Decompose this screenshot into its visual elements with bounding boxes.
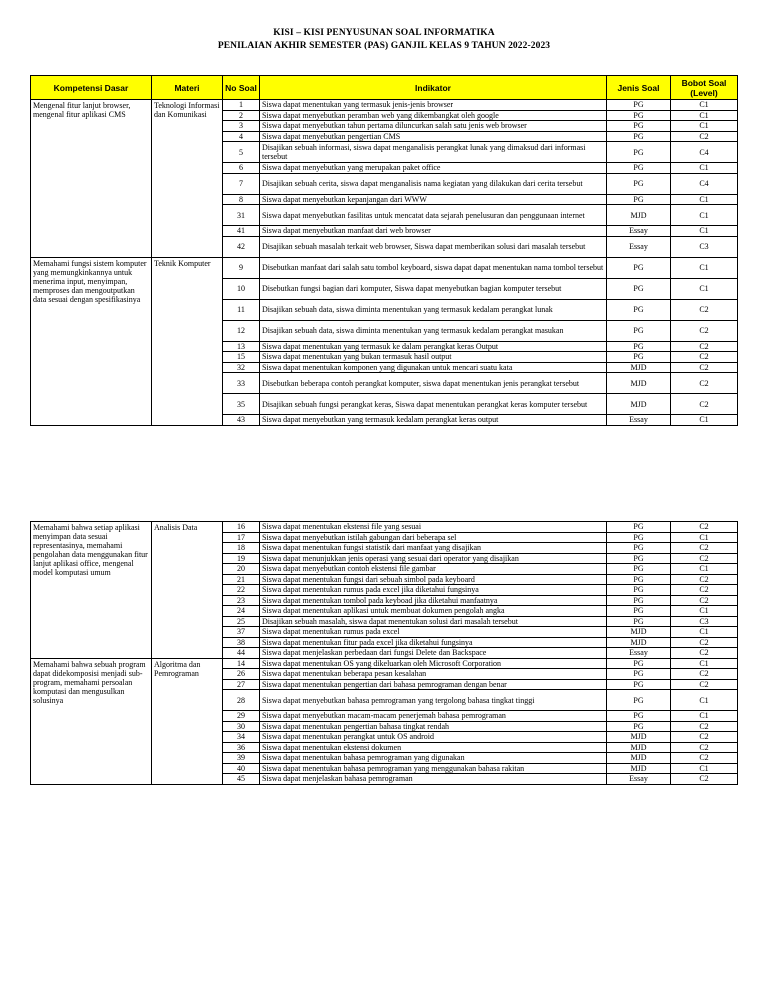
indikator-cell: Disebutkan beberapa contoh perangkat komputer, siswa dapat menentukan jenis perangkat tersebut	[260, 373, 607, 394]
bobot-soal-cell: C1	[671, 627, 738, 638]
jenis-soal-cell: PG	[607, 299, 671, 320]
jenis-soal-cell: PG	[607, 585, 671, 596]
header-kompetensi: Kompetensi Dasar	[31, 76, 152, 100]
bobot-soal-cell: C2	[671, 320, 738, 341]
no-soal-cell: 30	[223, 721, 260, 732]
jenis-soal-cell: PG	[607, 606, 671, 617]
indikator-cell: Siswa dapat menjelaskan bahasa pemrograman	[260, 774, 607, 785]
kisi-table-page2	[30, 521, 738, 785]
indikator-cell: Siswa dapat menyebutkan yang termasuk kedalam perangkat keras output	[260, 415, 607, 426]
jenis-soal-cell: PG	[607, 616, 671, 627]
jenis-soal-cell: PG	[607, 522, 671, 533]
indikator-cell: Siswa dapat menyebutkan macam-macam penerjemah bahasa pemrograman	[260, 711, 607, 722]
bobot-soal-cell: C2	[671, 679, 738, 690]
jenis-soal-cell: PG	[607, 100, 671, 111]
indikator-cell: Siswa dapat menentukan pengertian bahasa tingkat rendah	[260, 721, 607, 732]
indikator-cell: Siswa dapat menentukan beberapa pesan kesalahan	[260, 669, 607, 680]
indikator-cell: Disajikan sebuah informasi, siswa dapat menganalisis perangkat lunak yang dimaksud dari informasi tersebut	[260, 142, 607, 163]
no-soal-cell: 4	[223, 131, 260, 142]
bobot-soal-cell: C2	[671, 585, 738, 596]
bobot-soal-cell: C1	[671, 711, 738, 722]
jenis-soal-cell: PG	[607, 532, 671, 543]
no-soal-cell: 24	[223, 606, 260, 617]
doc-title-line2: PENILAIAN AKHIR SEMESTER (PAS) GANJIL KELAS 9 TAHUN 2022-2023	[217, 41, 551, 51]
indikator-cell: Siswa dapat menentukan perangkat untuk OS android	[260, 732, 607, 743]
bobot-soal-cell: C2	[671, 131, 738, 142]
jenis-soal-cell: MJD	[607, 627, 671, 638]
jenis-soal-cell: MJD	[607, 362, 671, 373]
jenis-soal-cell: MJD	[607, 205, 671, 226]
indikator-cell: Siswa dapat menentukan fungsi statistik dari manfaat yang disajikan	[260, 543, 607, 554]
table-header-row	[31, 76, 738, 100]
header-bobot-soal: Bobot Soal (Level)	[671, 76, 738, 100]
no-soal-cell: 20	[223, 564, 260, 575]
indikator-cell: Siswa dapat menentukan ekstensi file yang sesuai	[260, 522, 607, 533]
bobot-soal-cell: C4	[671, 173, 738, 194]
bobot-soal-cell: C2	[671, 522, 738, 533]
materi-cell: Algoritma dan Pemrograman	[152, 658, 223, 784]
indikator-cell: Siswa dapat menyebutkan manfaat dari web browser	[260, 226, 607, 237]
no-soal-cell: 19	[223, 553, 260, 564]
jenis-soal-cell: Essay	[607, 774, 671, 785]
jenis-soal-cell: PG	[607, 320, 671, 341]
table-row	[31, 522, 738, 533]
bobot-soal-cell: C2	[671, 394, 738, 415]
bobot-soal-cell: C1	[671, 606, 738, 617]
no-soal-cell: 9	[223, 257, 260, 278]
kompetensi-dasar-cell: Mengenal fitur lanjut browser, mengenal fitur aplikasi CMS	[31, 100, 152, 258]
bobot-soal-cell: C2	[671, 574, 738, 585]
no-soal-cell: 34	[223, 732, 260, 743]
no-soal-cell: 31	[223, 205, 260, 226]
indikator-cell: Siswa dapat menyebutkan fasilitas untuk mencatat data sejarah penelusuran dan penggunaan internet	[260, 205, 607, 226]
no-soal-cell: 28	[223, 690, 260, 711]
bobot-soal-cell: C2	[671, 543, 738, 554]
no-soal-cell: 45	[223, 774, 260, 785]
bobot-soal-cell: C3	[671, 616, 738, 627]
no-soal-cell: 18	[223, 543, 260, 554]
bobot-soal-cell: C1	[671, 226, 738, 237]
bobot-soal-cell: C2	[671, 595, 738, 606]
indikator-cell: Siswa dapat menentukan bahasa pemrograman yang menggunakan bahasa rakitan	[260, 763, 607, 774]
bobot-soal-cell: C2	[671, 341, 738, 352]
jenis-soal-cell: PG	[607, 352, 671, 363]
jenis-soal-cell: PG	[607, 163, 671, 174]
kompetensi-dasar-cell: Memahami bahwa sebuah program dapat didekomposisi menjadi sub-program, memahami persoalan komputasi dan mengusulkan solusinya	[31, 658, 152, 784]
indikator-cell: Siswa dapat menentukan bahasa pemrograman yang digunakan	[260, 753, 607, 764]
jenis-soal-cell: MJD	[607, 373, 671, 394]
indikator-cell: Siswa dapat menentukan aplikasi untuk membuat dokumen pengolah angka	[260, 606, 607, 617]
bobot-soal-cell: C1	[671, 100, 738, 111]
indikator-cell: Disajikan sebuah fungsi perangkat keras, Siswa dapat menentukan perangkat keras komputer tersebut	[260, 394, 607, 415]
no-soal-cell: 23	[223, 595, 260, 606]
no-soal-cell: 32	[223, 362, 260, 373]
bobot-soal-cell: C1	[671, 205, 738, 226]
indikator-cell: Disebutkan manfaat dari salah satu tombol keyboard, siswa dapat dapat menentukan nama tombol tersebut	[260, 257, 607, 278]
jenis-soal-cell: PG	[607, 690, 671, 711]
indikator-cell: Siswa dapat menentukan pengertian dari bahasa pemrograman dengan benar	[260, 679, 607, 690]
table-row	[31, 658, 738, 669]
kompetensi-dasar-cell: Memahami bahwa setiap aplikasi menyimpan data sesuai representasinya, memahami pengolahan data menggunakan fitur lanjut aplikasi office, mengenal model komputasi umum	[31, 522, 152, 659]
bobot-soal-cell: C2	[671, 732, 738, 743]
bobot-soal-cell: C1	[671, 110, 738, 121]
bobot-soal-cell: C1	[671, 690, 738, 711]
no-soal-cell: 12	[223, 320, 260, 341]
materi-cell: Teknik Komputer	[152, 257, 223, 425]
no-soal-cell: 11	[223, 299, 260, 320]
jenis-soal-cell: MJD	[607, 732, 671, 743]
jenis-soal-cell: PG	[607, 257, 671, 278]
no-soal-cell: 33	[223, 373, 260, 394]
indikator-cell: Siswa dapat menyebutkan istilah gabungan dari beberapa sel	[260, 532, 607, 543]
bobot-soal-cell: C1	[671, 194, 738, 205]
jenis-soal-cell: PG	[607, 711, 671, 722]
bobot-soal-cell: C2	[671, 373, 738, 394]
no-soal-cell: 13	[223, 341, 260, 352]
jenis-soal-cell: MJD	[607, 394, 671, 415]
indikator-cell: Siswa dapat menyebutkan yang merupakan paket office	[260, 163, 607, 174]
no-soal-cell: 41	[223, 226, 260, 237]
no-soal-cell: 37	[223, 627, 260, 638]
bobot-soal-cell: C2	[671, 553, 738, 564]
jenis-soal-cell: PG	[607, 142, 671, 163]
jenis-soal-cell: PG	[607, 564, 671, 575]
indikator-cell: Siswa dapat menentukan yang bukan termasuk hasil output	[260, 352, 607, 363]
bobot-soal-cell: C2	[671, 648, 738, 659]
jenis-soal-cell: PG	[607, 194, 671, 205]
bobot-soal-cell: C1	[671, 532, 738, 543]
jenis-soal-cell: PG	[607, 669, 671, 680]
indikator-cell: Siswa dapat menentukan ekstensi dokumen	[260, 742, 607, 753]
jenis-soal-cell: PG	[607, 553, 671, 564]
bobot-soal-cell: C2	[671, 774, 738, 785]
bobot-soal-cell: C1	[671, 658, 738, 669]
indikator-cell: Siswa dapat menyebutkan peramban web yang dikembangkat oleh google	[260, 110, 607, 121]
indikator-cell: Disebutkan fungsi bagian dari komputer, Siswa dapat menyebutkan bagian komputer tersebut	[260, 278, 607, 299]
jenis-soal-cell: MJD	[607, 763, 671, 774]
indikator-cell: Siswa dapat menentukan tombol pada keyboad jika diketahui manfaatnya	[260, 595, 607, 606]
bobot-soal-cell: C2	[671, 753, 738, 764]
doc-title-line1: KISI – KISI PENYUSUNAN SOAL INFORMATIKA	[273, 28, 495, 38]
kompetensi-dasar-cell: Memahami fungsi sistem komputer yang memungkinkannya untuk menerima input, menyimpan, memproses dan mengoutputkan data sesuai dengan spesifikasinya	[31, 257, 152, 425]
no-soal-cell: 42	[223, 236, 260, 257]
table-row	[31, 257, 738, 278]
bobot-soal-cell: C2	[671, 721, 738, 732]
bobot-soal-cell: C3	[671, 236, 738, 257]
materi-cell: Analisis Data	[152, 522, 223, 659]
bobot-soal-cell: C2	[671, 669, 738, 680]
indikator-cell: Siswa dapat menyebutkan kepanjangan dari WWW	[260, 194, 607, 205]
bobot-soal-cell: C1	[671, 763, 738, 774]
jenis-soal-cell: PG	[607, 278, 671, 299]
indikator-cell: Siswa dapat menentukan komponen yang digunakan untuk mencari suatu kata	[260, 362, 607, 373]
no-soal-cell: 15	[223, 352, 260, 363]
no-soal-cell: 43	[223, 415, 260, 426]
jenis-soal-cell: PG	[607, 595, 671, 606]
indikator-cell: Siswa dapat menyebutkan tahun pertama diluncurkan salah satu jenis web browser	[260, 121, 607, 132]
no-soal-cell: 44	[223, 648, 260, 659]
no-soal-cell: 21	[223, 574, 260, 585]
no-soal-cell: 29	[223, 711, 260, 722]
bobot-soal-cell: C4	[671, 142, 738, 163]
no-soal-cell: 3	[223, 121, 260, 132]
no-soal-cell: 8	[223, 194, 260, 205]
no-soal-cell: 5	[223, 142, 260, 163]
bobot-soal-cell: C1	[671, 163, 738, 174]
jenis-soal-cell: PG	[607, 131, 671, 142]
indikator-cell: Siswa dapat menentukan rumus pada excel jika diketahui fungsinya	[260, 585, 607, 596]
jenis-soal-cell: PG	[607, 679, 671, 690]
bobot-soal-cell: C1	[671, 415, 738, 426]
jenis-soal-cell: Essay	[607, 415, 671, 426]
no-soal-cell: 6	[223, 163, 260, 174]
bobot-soal-cell: C2	[671, 299, 738, 320]
no-soal-cell: 7	[223, 173, 260, 194]
indikator-cell: Siswa dapat menyebutkan pengertian CMS	[260, 131, 607, 142]
header-no-soal: No Soal	[223, 76, 260, 100]
no-soal-cell: 16	[223, 522, 260, 533]
jenis-soal-cell: MJD	[607, 742, 671, 753]
jenis-soal-cell: MJD	[607, 753, 671, 764]
bobot-soal-cell: C1	[671, 564, 738, 575]
header-indikator: Indikator	[260, 76, 607, 100]
indikator-cell: Disajikan sebuah data, siswa diminta menentukan yang termasuk kedalam perangkat masukan	[260, 320, 607, 341]
indikator-cell: Disajikan sebuah cerita, siswa dapat menganalisis nama kegiatan yang dilakukan dari cerita tersebut	[260, 173, 607, 194]
indikator-cell: Siswa dapat menyebutkan bahasa pemrograman yang tergolong bahasa tingkat tinggi	[260, 690, 607, 711]
jenis-soal-cell: PG	[607, 658, 671, 669]
jenis-soal-cell: PG	[607, 341, 671, 352]
indikator-cell: Disajikan sebuah masalah terkait web browser, Siswa dapat memberikan solusi dari masalah tersebut	[260, 236, 607, 257]
no-soal-cell: 35	[223, 394, 260, 415]
jenis-soal-cell: PG	[607, 110, 671, 121]
indikator-cell: Siswa dapat menyebutkan contoh ekstensi file gambar	[260, 564, 607, 575]
no-soal-cell: 36	[223, 742, 260, 753]
header-materi: Materi	[152, 76, 223, 100]
kisi-table-page1	[30, 75, 738, 426]
no-soal-cell: 39	[223, 753, 260, 764]
no-soal-cell: 14	[223, 658, 260, 669]
bobot-soal-cell: C1	[671, 257, 738, 278]
bobot-soal-cell: C1	[671, 278, 738, 299]
indikator-cell: Siswa dapat menentukan OS yang dikeluarkan oleh Microsoft Corporation	[260, 658, 607, 669]
jenis-soal-cell: Essay	[607, 226, 671, 237]
bobot-soal-cell: C2	[671, 352, 738, 363]
no-soal-cell: 2	[223, 110, 260, 121]
header-jenis-soal: Jenis Soal	[607, 76, 671, 100]
indikator-cell: Disajikan sebuah data, siswa diminta menentukan yang termasuk kedalam perangkat lunak	[260, 299, 607, 320]
no-soal-cell: 25	[223, 616, 260, 627]
bobot-soal-cell: C2	[671, 637, 738, 648]
jenis-soal-cell: Essay	[607, 648, 671, 659]
indikator-cell: Siswa dapat menentukan rumus pada excel	[260, 627, 607, 638]
table1-body	[31, 100, 738, 426]
jenis-soal-cell: PG	[607, 574, 671, 585]
no-soal-cell: 27	[223, 679, 260, 690]
no-soal-cell: 22	[223, 585, 260, 596]
bobot-soal-cell: C2	[671, 362, 738, 373]
indikator-cell: Disajikan sebuah masalah, siswa dapat menentukan solusi dari masalah tersebut	[260, 616, 607, 627]
indikator-cell: Siswa dapat menentukan fungsi dari sebuah simbol pada keyboard	[260, 574, 607, 585]
indikator-cell: Siswa dapat menentukan yang termasuk jenis-jenis browser	[260, 100, 607, 111]
jenis-soal-cell: Essay	[607, 236, 671, 257]
bobot-soal-cell: C1	[671, 121, 738, 132]
jenis-soal-cell: MJD	[607, 637, 671, 648]
jenis-soal-cell: PG	[607, 543, 671, 554]
materi-cell: Teknologi Informasi dan Komunikasi	[152, 100, 223, 258]
table-row	[31, 100, 738, 111]
bobot-soal-cell: C2	[671, 742, 738, 753]
indikator-cell: Siswa dapat menentukan yang termasuk ke dalam perangkat keras Output	[260, 341, 607, 352]
no-soal-cell: 40	[223, 763, 260, 774]
no-soal-cell: 38	[223, 637, 260, 648]
jenis-soal-cell: PG	[607, 173, 671, 194]
no-soal-cell: 10	[223, 278, 260, 299]
indikator-cell: Siswa dapat menjelaskan perbedaan dari fungsi Delete dan Backspace	[260, 648, 607, 659]
no-soal-cell: 17	[223, 532, 260, 543]
indikator-cell: Siswa dapat menentukan fitur pada excel jika diketahui fungsinya	[260, 637, 607, 648]
jenis-soal-cell: PG	[607, 721, 671, 732]
no-soal-cell: 26	[223, 669, 260, 680]
no-soal-cell: 1	[223, 100, 260, 111]
jenis-soal-cell: PG	[607, 121, 671, 132]
table2-body	[31, 522, 738, 785]
indikator-cell: Siswa dapat menunjukkan jenis operasi yang sesuai dari operator yang disajikan	[260, 553, 607, 564]
